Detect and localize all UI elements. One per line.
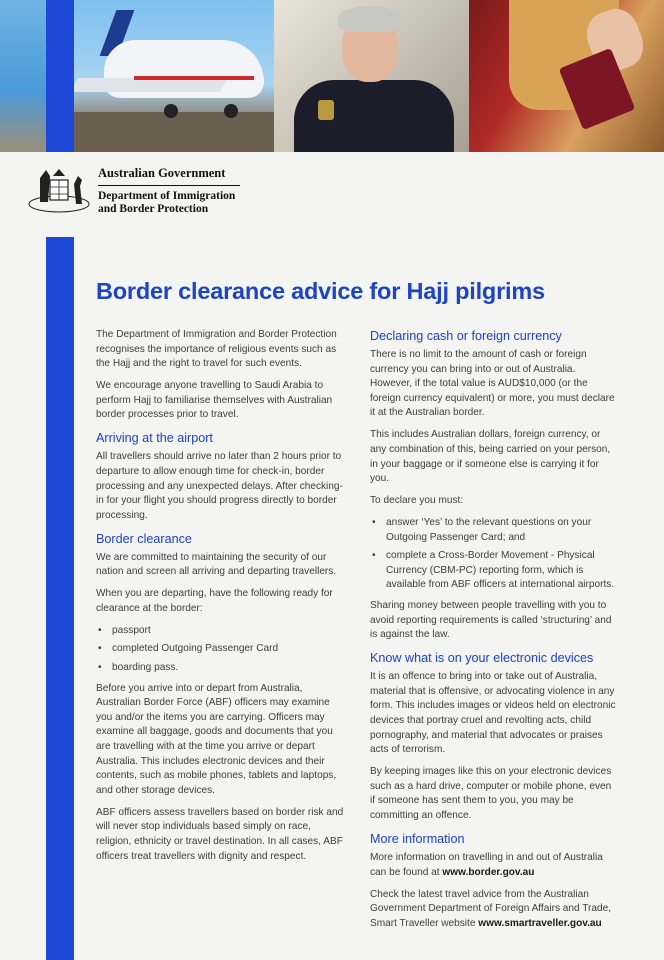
- government-header: [26, 166, 240, 216]
- devices-heading: Know what is on your electronic devices: [370, 651, 594, 666]
- banner-blue-strip: [46, 0, 74, 152]
- clearance-paragraph: We are committed to maintaining the security of our nation and screen all arriving and departing travellers.: [96, 551, 337, 578]
- government-name: Australian Government: [98, 166, 240, 186]
- right-column: [370, 328, 618, 939]
- arriving-heading: Arriving at the airport: [96, 431, 213, 446]
- banner-photo-border-officer: [274, 0, 469, 152]
- banner-photo-traveller-passport: [469, 0, 664, 152]
- devices-paragraph: It is an offence to bring into or take out of Australia, material that is offensive, or advocating violence in any form. This includes images or videos held on electronic devices that portray cruel and revolting acts, child pornography, and material that advocates or praises acts of terrorism.: [370, 671, 616, 756]
- list-item: • complete a Cross-Border Movement - Physical Currency (CBM-PC) reporting form, which is available from ABF officers at international airports.: [370, 549, 618, 593]
- intro-paragraph: The Department of Immigration and Border Protection recognises the importance of religious events such as the Hajj and the right to travel for such events.: [96, 329, 337, 370]
- clearance-heading: Border clearance: [96, 531, 192, 546]
- list-item: • passport: [96, 624, 344, 639]
- page-title: Border clearance advice for Hajj pilgrims: [96, 278, 545, 304]
- more-info-heading: More information: [370, 831, 465, 846]
- list-item: • completed Outgoing Passenger Card: [96, 642, 344, 657]
- arriving-paragraph: All travellers should arrive no later than 2 hours prior to departure to allow enough time for check-in, border processing and any unexpected delays. After checking-in for your flight you should progress directly to border processing.: [96, 451, 343, 521]
- departing-checklist: [96, 624, 344, 676]
- cash-includes-paragraph: This includes Australian dollars, foreign currency, or any combination of this, being carried on your person, in your baggage or if someone else is carrying it for you.: [370, 429, 611, 485]
- smartraveller-website-link[interactable]: www.smartraveller.gov.au: [478, 917, 602, 929]
- more-info-paragraph: More information on travelling in and out of Australia can be found at www.border.gov.au: [370, 851, 603, 878]
- banner-photo-airplane: [74, 0, 274, 152]
- photo-banner: [0, 0, 664, 152]
- coat-of-arms-icon: [26, 166, 92, 216]
- list-item: • boarding pass.: [96, 661, 344, 676]
- left-accent-stripe: [46, 237, 74, 960]
- travel-advice-paragraph: Check the latest travel advice from the Australian Government Department of Foreign Affairs and Trade, Smart Traveller website www.smartraveller.gov.au: [370, 888, 612, 929]
- devices-offence-paragraph: By keeping images like this on your electronic devices such as a hard drive, computer or mobile phone, even if someone has sent them to you, you may be committing an offence.: [370, 766, 612, 821]
- risk-assessment-paragraph: ABF officers assess travellers based on border risk and will never stop individuals based simply on race, religion, ethnicity or travel destination. In all cases, ABF officers treat travellers with dignity and respect.: [96, 806, 344, 862]
- cash-heading: Declaring cash or foreign currency: [370, 329, 562, 343]
- abf-examination-paragraph: Before you arrive into or depart from Australia, Australian Border Force (ABF) officers may examine you and/or the items you are carrying. Officers may examine all baggage, goods and documents that you are travelling with at the time you arrive or depart Australia. This includes electronic devices and their contents, such as mobile phones, tablets and laptops, and other storage devices.: [96, 682, 337, 796]
- cash-paragraph: There is no limit to the amount of cash or foreign currency you can bring into or out of Australia. However, if the total value is AUD$10,000 (or the foreign currency equivalent) or more, you must declare it at the Australian border.: [370, 349, 615, 419]
- departing-paragraph: When you are departing, have the following ready for clearance at the border:: [96, 588, 333, 614]
- banner-photo-airport-edge: [0, 0, 46, 152]
- declare-intro: To declare you must:: [370, 495, 464, 507]
- encourage-paragraph: We encourage anyone travelling to Saudi Arabia to perform Hajj to familiarise themselves with Australian border processes prior to travel.: [96, 380, 333, 421]
- list-item: • answer ‘Yes’ to the relevant questions on your Outgoing Passenger Card; and: [370, 516, 618, 545]
- structuring-paragraph: Sharing money between people travelling with you to avoid reporting requirements is called ‘structuring’ and is against the law.: [370, 600, 612, 641]
- declare-list: [370, 516, 618, 593]
- border-website-link[interactable]: www.border.gov.au: [442, 866, 535, 878]
- left-column: [96, 328, 344, 872]
- department-name: Department of Immigration and Border Protection: [98, 190, 236, 215]
